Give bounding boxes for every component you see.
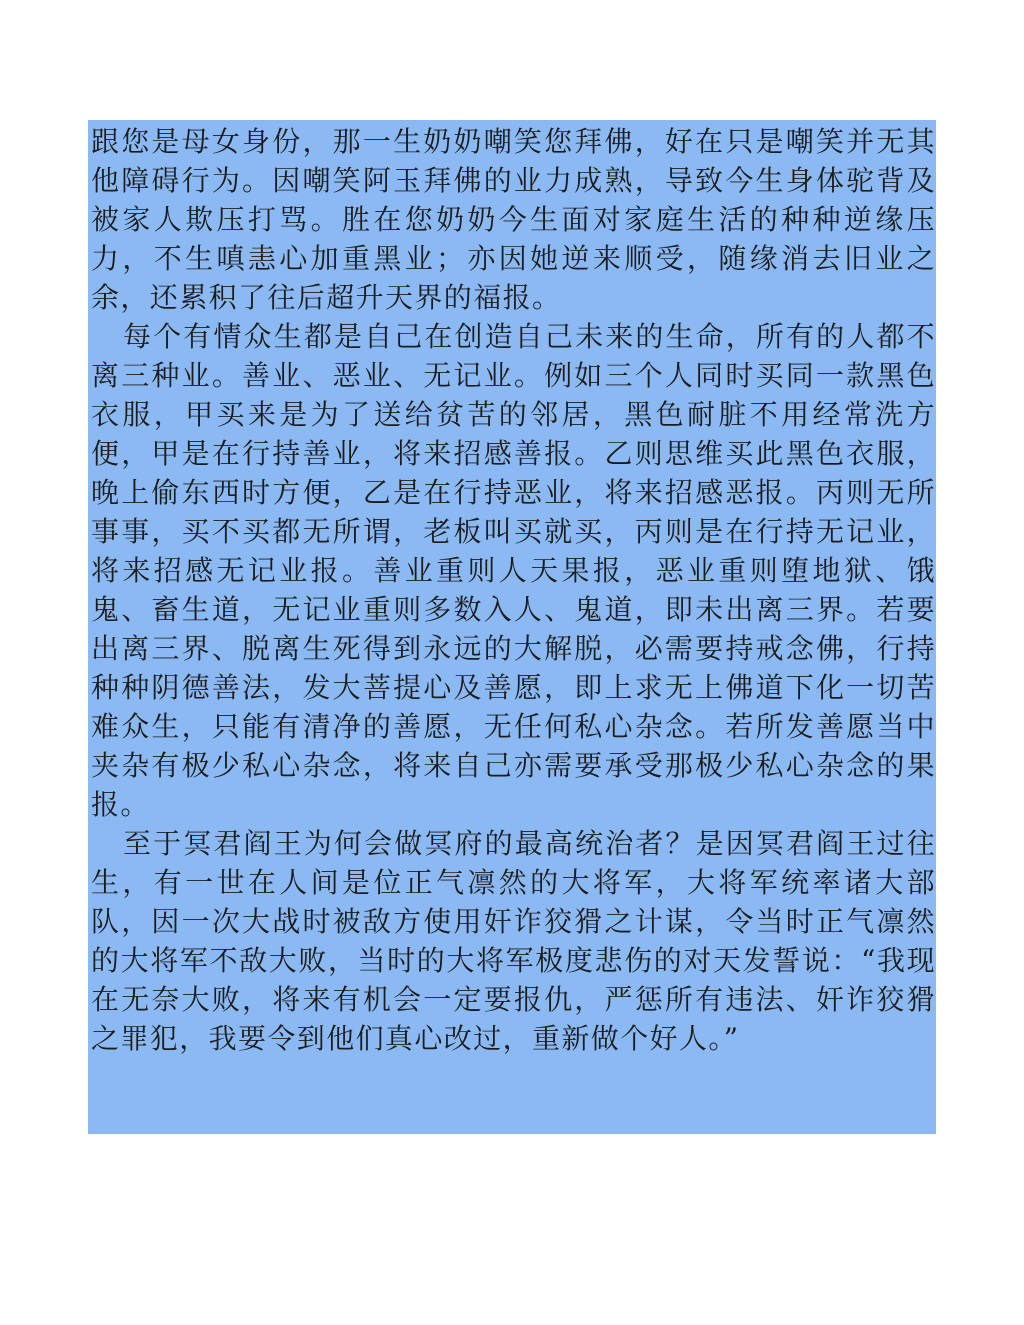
highlighted-text-block	[88, 120, 936, 1134]
paragraph-3: 至于冥君阎王为何会做冥府的最高统治者？是因冥君阎王过往生，有一世在人间是位正气凛然的大将军，大将军统率诸大部队，因一次大战时被敌方使用奸诈狡猾之计谋，令当时正气凛然的大将军不敌大败，当时的大将军极度悲伤的对天发誓说：“我现在无奈大败，将来有机会一定要报仇，严惩所有违法、奸诈狡猾之罪犯，我要令到他们真心改过，重新做个好人。”	[91, 827, 936, 1055]
paragraph-2: 每个有情众生都是自己在创造自己未来的生命，所有的人都不离三种业。善业、恶业、无记业。例如三个人同时买同一款黑色衣服，甲买来是为了送给贫苦的邻居，黑色耐脏不用经常洗方便，甲是在行持善业，将来招感善报。乙则思维买此黑色衣服，晚上偷东西时方便，乙是在行持恶业，将来招感恶报。丙则无所事事，买不买都无所谓，老板叫买就买，丙则是在行持无记业，将来招感无记业报。善业重则人天果报，恶业重则堕地狱、饿鬼、畜生道，无记业重则多数入人、鬼道，即未出离三界。若要出离三界、脱离生死得到永远的大解脱，必需要持戒念佛，行持种种阴德善法，发大菩提心及善愿，即上求无上佛道下化一切苦难众生，只能有清净的善愿，无任何私心杂念。若所发善愿当中夹杂有极少私心杂念，将来自己亦需要承受那极少私心杂念的果报。	[91, 320, 936, 821]
paragraph-1: 跟您是母女身份，那一生奶奶嘲笑您拜佛，好在只是嘲笑并无其他障碍行为。因嘲笑阿玉拜佛的业力成熟，导致今生身体驼背及被家人欺压打骂。胜在您奶奶今生面对家庭生活的种种逆缘压力，不生嗔恚心加重黑业；亦因她逆来顺受，随缘消去旧业之余，还累积了往后超升天界的福报。	[91, 125, 936, 314]
